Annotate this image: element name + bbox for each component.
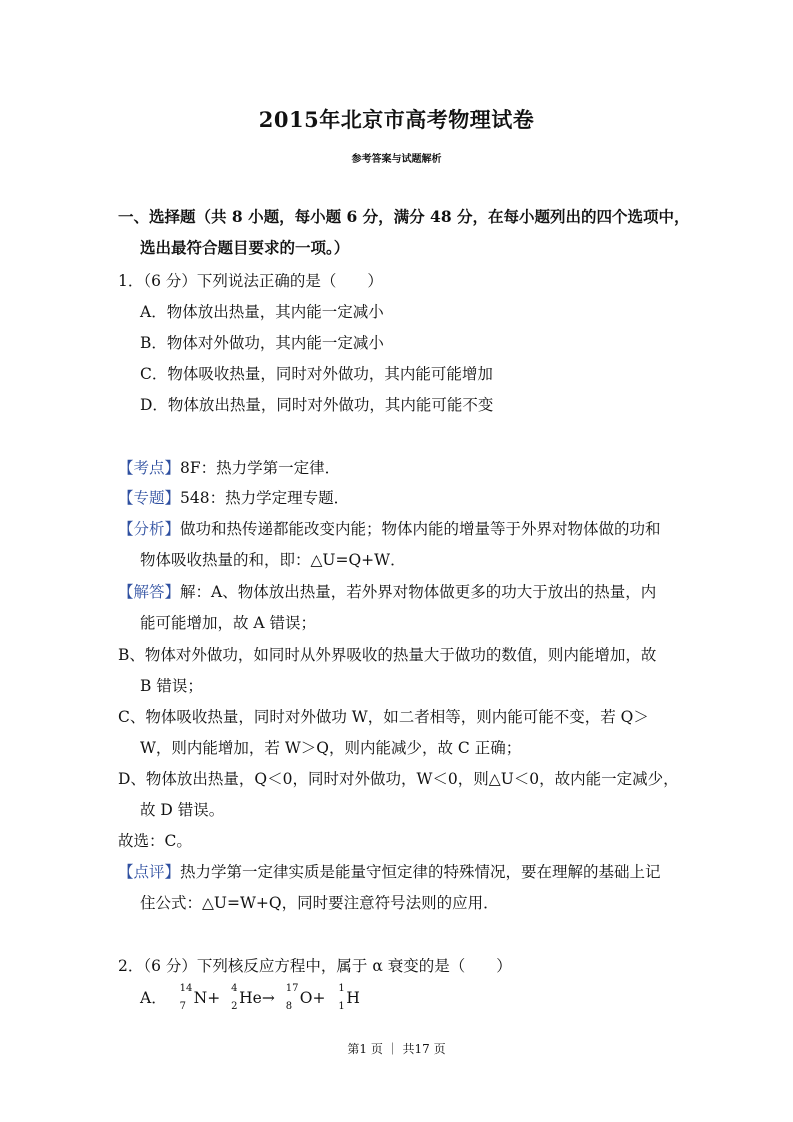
- kaodian-row: [118, 458, 340, 478]
- fenxi-row: [118, 519, 661, 539]
- jieda-line2: 能可能增加，故 A 错误；: [140, 614, 317, 632]
- dianping-line1: 热力学第一定律实质是能量守恒定律的特殊情况，要在理解的基础上记: [180, 863, 661, 881]
- dianping-row: [118, 862, 661, 882]
- kaodian-tag: 【考点】: [118, 459, 181, 477]
- jieda-tag: 【解答】: [118, 583, 181, 601]
- oxygen-symbol: O+: [299, 989, 326, 1007]
- kaodian-text: 8F：热力学第一定律．: [180, 459, 341, 477]
- page-title: 2015年北京市高考物理试卷: [258, 107, 535, 132]
- explain-c-line1: C、物体吸收热量，同时对外做功 W，如二者相等，则内能可能不变，若 Q＞: [118, 708, 649, 726]
- explain-b-line1: B、物体对外做功，如同时从外界吸收的热量大于做功的数值，则内能增加，故: [118, 646, 657, 664]
- page-subtitle: 参考答案与试题解析: [351, 154, 442, 165]
- question-2-option-a: [140, 983, 360, 1012]
- helium-nuclide: [231, 983, 239, 1012]
- option-a-label: A．: [140, 989, 167, 1007]
- zhuanti-text: 548：热力学定理专题．: [180, 489, 350, 507]
- fenxi-line2: 物体吸收热量的和，即：△U=Q+W．: [140, 551, 406, 569]
- nitrogen-nuclide: [179, 983, 194, 1012]
- nitrogen-atomic-number: 7: [179, 1001, 187, 1012]
- oxygen-nuclide: [285, 983, 300, 1012]
- page-footer: 第1 页 ｜ 共17 页: [347, 1042, 446, 1056]
- helium-atomic-number: 2: [231, 1001, 238, 1012]
- hydrogen-nuclide: [338, 983, 346, 1012]
- helium-mass-number: 4: [231, 983, 238, 994]
- nitrogen-symbol: N+: [193, 989, 221, 1007]
- explain-c-line2: W，则内能增加，若 W＞Q，则内能减少，故 C 正确；: [140, 739, 522, 757]
- explain-b-line2: B 错误；: [140, 677, 203, 695]
- answer-line: 故选：C。: [118, 832, 192, 850]
- hydrogen-symbol: H: [346, 989, 360, 1007]
- question-2-stem: 2．（6 分）下列核反应方程中，属于 α 衰变的是（ ）: [118, 957, 512, 975]
- fenxi-line1: 做功和热传递都能改变内能；物体内能的增量等于外界对物体做的功和: [180, 520, 661, 538]
- oxygen-atomic-number: 8: [285, 1001, 293, 1012]
- oxygen-mass-number: 17: [285, 983, 299, 994]
- hydrogen-mass-number: 1: [338, 983, 345, 994]
- question-1-option-d: D．物体放出热量，同时对外做功，其内能可能不变: [140, 396, 494, 414]
- helium-symbol: He→: [239, 989, 275, 1007]
- zhuanti-row: [118, 488, 349, 508]
- explain-d-line1: D、物体放出热量，Q＜0，同时对外做功，W＜0，则△U＜0，故内能一定减少，: [118, 770, 679, 788]
- jieda-line1: 解：A、物体放出热量，若外界对物体做更多的功大于放出的热量，内: [180, 583, 657, 601]
- jieda-row: [118, 582, 656, 602]
- hydrogen-atomic-number: 1: [338, 1001, 345, 1012]
- nitrogen-mass-number: 14: [179, 983, 193, 994]
- question-1-option-c: C．物体吸收热量，同时对外做功，其内能可能增加: [140, 365, 493, 383]
- question-1-option-a: A．物体放出热量，其内能一定减小: [140, 303, 384, 321]
- question-1-option-b: B．物体对外做功，其内能一定减小: [140, 334, 384, 352]
- dianping-tag: 【点评】: [118, 863, 181, 881]
- question-1-stem: 1．（6 分）下列说法正确的是（ ）: [118, 272, 383, 290]
- section-heading-line2: 选出最符合题目要求的一项。）: [140, 238, 350, 257]
- explain-d-line2: 故 D 错误。: [140, 801, 225, 819]
- dianping-line2: 住公式：△U=W+Q，同时要注意符号法则的应用．: [140, 894, 499, 912]
- zhuanti-tag: 【专题】: [118, 489, 181, 507]
- fenxi-tag: 【分析】: [118, 520, 181, 538]
- section-heading-line1: 一、选择题（共 8 小题，每小题 6 分，满分 48 分，在每小题列出的四个选项中，: [118, 207, 690, 226]
